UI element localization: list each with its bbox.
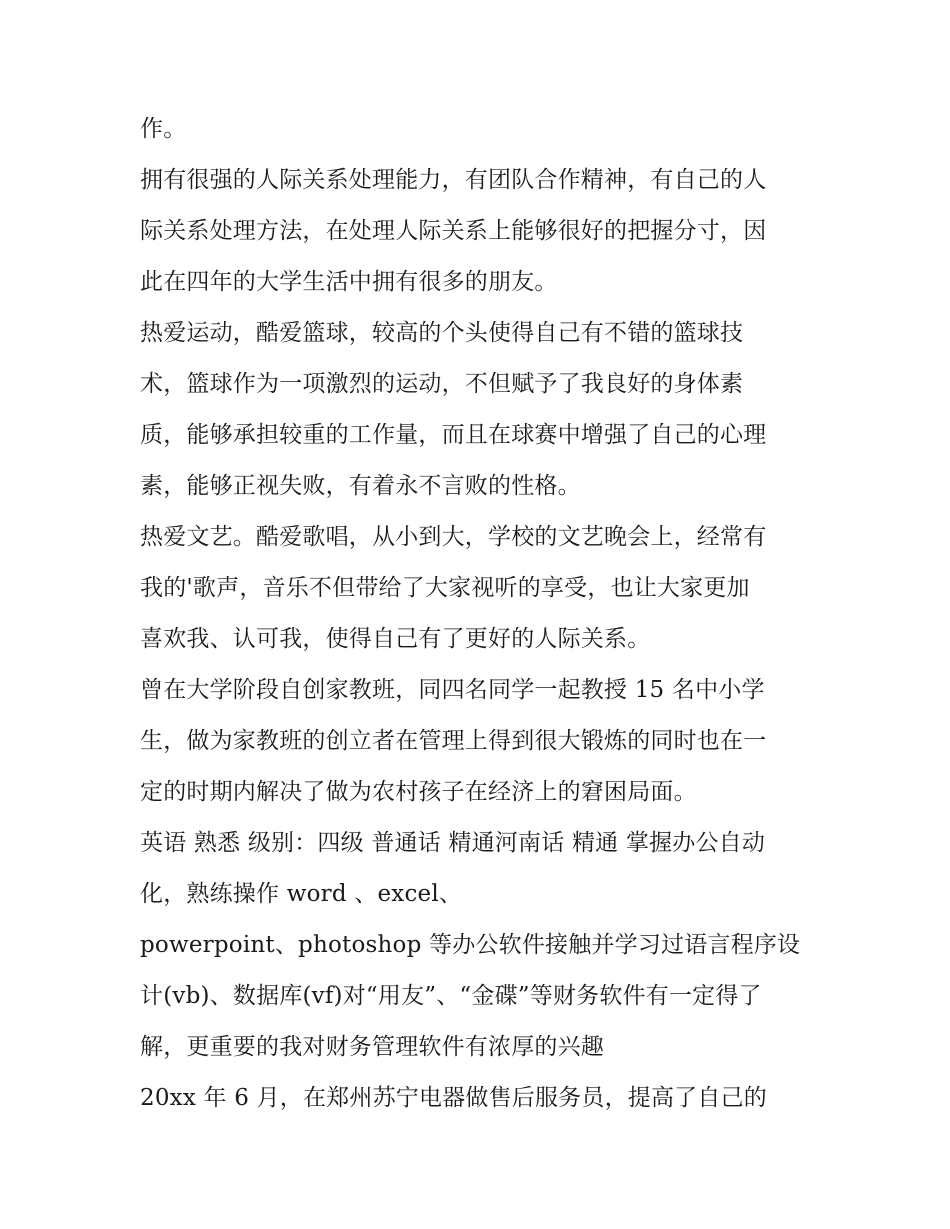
text-line: 拥有很强的人际关系处理能力，有团队合作精神，有自己的人	[140, 167, 767, 193]
text-line: 我的'歌声，音乐不但带给了大家视听的享受，也让大家更加	[140, 575, 750, 601]
text-line: 际关系处理方法，在处理人际关系上能够很好的把握分寸，因	[140, 218, 767, 244]
text-line: 此在四年的大学生活中拥有很多的朋友。	[140, 269, 558, 295]
text-line: 质，能够承担较重的工作量，而且在球赛中增强了自己的心理	[140, 422, 767, 448]
text-line: 20xx 年 6 月，在郑州苏宁电器做售后服务员，提高了自己的	[140, 1085, 767, 1111]
document-body	[140, 104, 820, 1124]
text-line: 曾在大学阶段自创家教班，同四名同学一起教授 15 名中小学	[140, 677, 765, 703]
text-line: 术，篮球作为一项激烈的运动，不但赋予了我良好的身体素	[140, 371, 744, 397]
text-line: 热爱运动，酷爱篮球，较高的个头使得自己有不错的篮球技	[140, 320, 744, 346]
text-line: 热爱文艺。酷爱歌唱，从小到大，学校的文艺晚会上，经常有	[140, 524, 767, 550]
text-line: 定的时期内解决了做为农村孩子在经济上的窘困局面。	[140, 779, 697, 805]
text-line: 素，能够正视失败，有着永不言败的性格。	[140, 473, 581, 499]
text-line: powerpoint、photoshop 等办公软件接触并学习过语言程序设	[140, 932, 801, 958]
text-line: 作。	[140, 116, 187, 142]
text-line: 生，做为家教班的创立者在管理上得到很大锻炼的同时也在一	[140, 728, 767, 754]
text-line: 喜欢我、认可我，使得自己有了更好的人际关系。	[140, 626, 651, 652]
text-line: 计(vb)、数据库(vf)对“用友”、“金碟”等财务软件有一定得了	[140, 983, 762, 1009]
text-line: 化，熟练操作 word 、excel、	[140, 881, 463, 907]
text-line: 英语 熟悉 级别：四级 普通话 精通河南话 精通 掌握办公自动	[140, 830, 766, 856]
text-line: 解，更重要的我对财务管理软件有浓厚的兴趣	[140, 1034, 604, 1060]
